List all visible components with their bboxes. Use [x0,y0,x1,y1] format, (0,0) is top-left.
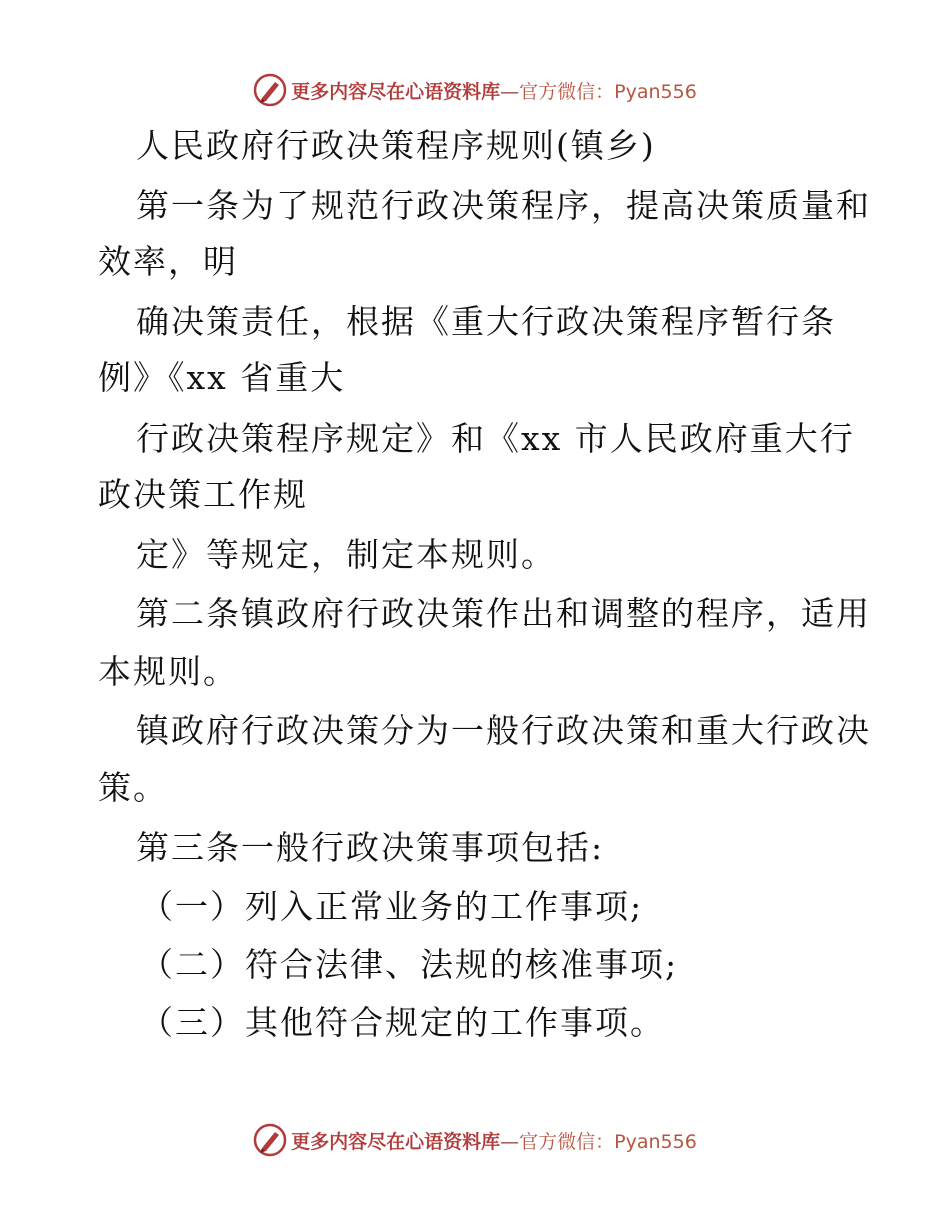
banner-wechat-text: 官方微信：Pyan556 [519,80,697,103]
text-line: 效率，明 [98,242,238,281]
document-title: 人民政府行政决策程序规则(镇乡) [136,126,656,165]
pen-logo-icon [253,73,287,107]
text-line: 镇政府行政决策分为一般行政决策和重大行政决 [136,711,871,750]
text-line: 本规则。 [98,652,238,691]
header-banner [0,70,950,110]
text-line: 第三条一般行政决策事项包括: [136,828,605,867]
banner-wechat-text: 官方微信：Pyan556 [519,1130,697,1153]
list-item: （二）符合法律、法规的核准事项; [140,945,679,984]
text-line: 定》等规定，制定本规则。 [136,535,556,574]
text-line: 例》《xx 省重大 [98,358,346,397]
text-line: 第一条为了规范行政决策程序，提高决策质量和 [136,186,871,225]
list-item: （三）其他符合规定的工作事项。 [140,1003,665,1042]
banner-separator: — [500,80,520,103]
list-item: （一）列入正常业务的工作事项; [140,887,644,926]
text-line: 政决策工作规 [98,475,308,514]
banner-main-text: 更多内容尽在心语资料库 [291,80,501,103]
text-line: 行政决策程序规定》和《xx 市人民政府重大行 [136,419,855,458]
banner-main-text: 更多内容尽在心语资料库 [291,1130,501,1153]
text-line: 第二条镇政府行政决策作出和调整的程序，适用 [136,594,871,633]
banner-text [291,77,697,104]
banner-separator: — [500,1130,520,1153]
text-line: 策。 [98,768,168,807]
text-line: 确决策责任，根据《重大行政决策程序暂行条 [136,302,836,341]
pen-logo-icon [253,1123,287,1157]
footer-banner [0,1120,950,1160]
banner-text [291,1127,697,1154]
